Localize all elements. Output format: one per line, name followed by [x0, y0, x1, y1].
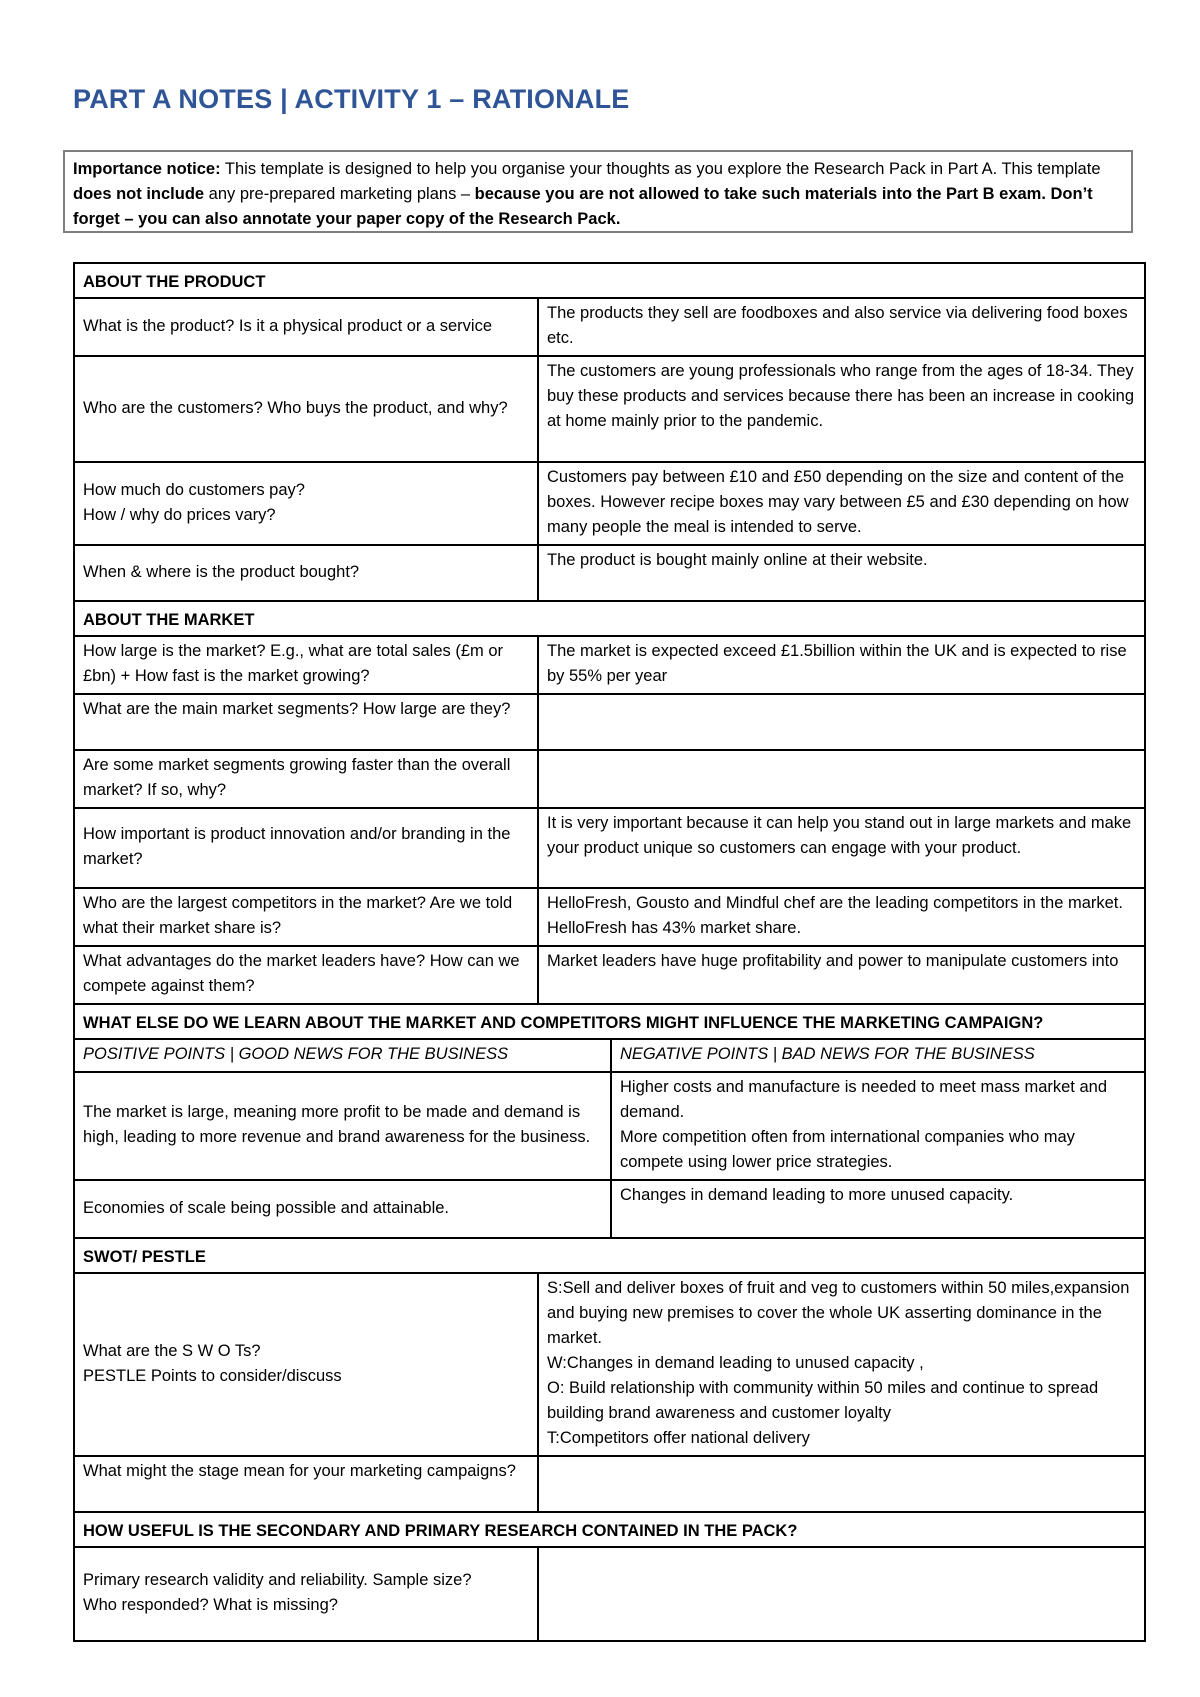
question-cell: Primary research validity and reliability. Sample size? Who responded? What is missing? — [74, 1547, 538, 1641]
table-row — [74, 1072, 1145, 1180]
notice-bold-2: because you are not allowed to take such materials into the Part B exam. Don’t forget – you can also annotate your paper copy of the Research Pack. — [73, 185, 1093, 228]
question-cell: What are the main market segments? How large are they? — [74, 694, 538, 750]
question-cell: What is the product? Is it a physical product or a service — [74, 298, 538, 356]
section-heading-market: ABOUT THE MARKET — [74, 601, 1145, 636]
negative-point-cell[interactable]: Higher costs and manufacture is needed to meet mass market and demand. More competition often from international companies who may compete using lower price strategies. — [611, 1072, 1145, 1180]
table-row — [74, 1273, 1145, 1456]
question-cell: How large is the market? E.g., what are total sales (£m or £bn) + How fast is the market growing? — [74, 636, 538, 694]
answer-cell[interactable] — [538, 750, 1145, 808]
table-row — [74, 636, 1145, 694]
negative-point-cell[interactable]: Changes in demand leading to more unused capacity. — [611, 1180, 1145, 1238]
question-cell: What advantages do the market leaders have? How can we compete against them? — [74, 946, 538, 1004]
section-heading-row — [74, 1512, 1145, 1547]
table-row — [74, 694, 1145, 750]
answer-cell[interactable]: Market leaders have huge profitability and power to manipulate customers into — [538, 946, 1145, 1004]
table-row — [74, 462, 1145, 545]
table-row — [74, 545, 1145, 601]
table-row — [74, 808, 1145, 888]
answer-cell[interactable] — [538, 1547, 1145, 1641]
question-cell: Who are the largest competitors in the market? Are we told what their market share is? — [74, 888, 538, 946]
question-cell: Who are the customers? Who buys the product, and why? — [74, 356, 538, 462]
question-cell: How important is product innovation and/or branding in the market? — [74, 808, 538, 888]
section-heading-swot: SWOT/ PESTLE — [74, 1238, 1145, 1273]
answer-cell[interactable]: The products they sell are foodboxes and also service via delivering food boxes etc. — [538, 298, 1145, 356]
negative-points-header: NEGATIVE POINTS | BAD NEWS FOR THE BUSINESS — [611, 1039, 1145, 1072]
importance-notice — [63, 150, 1133, 233]
question-cell: When & where is the product bought? — [74, 545, 538, 601]
rationale-table — [73, 262, 1146, 1642]
answer-cell[interactable]: HelloFresh, Gousto and Mindful chef are the leading competitors in the market. HelloFresh has 43% market share. — [538, 888, 1145, 946]
table-row — [74, 1180, 1145, 1238]
section-heading-influence: WHAT ELSE DO WE LEARN ABOUT THE MARKET AND COMPETITORS MIGHT INFLUENCE THE MARKETING CAMPAIGN? — [74, 1004, 1145, 1039]
notice-text-1: This template is designed to help you organise your thoughts as you explore the Research Pack in Part A. This template — [220, 160, 1101, 178]
positive-points-header: POSITIVE POINTS | GOOD NEWS FOR THE BUSINESS — [74, 1039, 611, 1072]
page-title: PART A NOTES | ACTIVITY 1 – RATIONALE — [73, 84, 630, 114]
answer-cell[interactable] — [538, 694, 1145, 750]
table-row — [74, 298, 1145, 356]
table-row — [74, 750, 1145, 808]
section-heading-row — [74, 263, 1145, 298]
section-heading-row — [74, 601, 1145, 636]
answer-cell[interactable]: The customers are young professionals who range from the ages of 18-34. They buy these products and services because there has been an increase in cooking at home mainly prior to the pandemic. — [538, 356, 1145, 462]
answer-cell[interactable]: It is very important because it can help you stand out in large markets and make your product unique so customers can engage with your product. — [538, 808, 1145, 888]
question-cell: Are some market segments growing faster than the overall market? If so, why? — [74, 750, 538, 808]
positive-point-cell[interactable]: Economies of scale being possible and attainable. — [74, 1180, 611, 1238]
table-row — [74, 1456, 1145, 1512]
notice-lead: Importance notice: — [73, 160, 221, 178]
answer-cell[interactable] — [538, 1456, 1145, 1512]
positive-point-cell[interactable]: The market is large, meaning more profit to be made and demand is high, leading to more revenue and brand awareness for the business. — [74, 1072, 611, 1180]
answer-cell[interactable]: Customers pay between £10 and £50 depending on the size and content of the boxes. However recipe boxes may vary between £5 and £30 depending on how many people the meal is intended to serve. — [538, 462, 1145, 545]
answer-cell[interactable]: The market is expected exceed £1.5billion within the UK and is expected to rise by 55% per year — [538, 636, 1145, 694]
table-row — [74, 946, 1145, 1004]
table-row — [74, 356, 1145, 462]
answer-cell[interactable]: S:Sell and deliver boxes of fruit and veg to customers within 50 miles,expansion and buying new premises to cover the whole UK asserting dominance in the market. W:Changes in demand leading to unused capacity , O: Build relationship with community within 50 miles and continue to spread building brand awareness and customer loyalty T:Competitors offer national delivery — [538, 1273, 1145, 1456]
answer-cell[interactable]: The product is bought mainly online at their website. — [538, 545, 1145, 601]
section-heading-research: HOW USEFUL IS THE SECONDARY AND PRIMARY RESEARCH CONTAINED IN THE PACK? — [74, 1512, 1145, 1547]
table-row — [74, 1039, 1145, 1072]
question-cell: How much do customers pay? How / why do prices vary? — [74, 462, 538, 545]
table-row — [74, 888, 1145, 946]
table-row — [74, 1547, 1145, 1641]
section-heading-product: ABOUT THE PRODUCT — [74, 263, 1145, 298]
notice-text-2: any pre-prepared marketing plans – — [204, 185, 475, 203]
question-cell: What are the S W O Ts? PESTLE Points to consider/discuss — [74, 1273, 538, 1456]
section-heading-row — [74, 1004, 1145, 1039]
question-cell: What might the stage mean for your marketing campaigns? — [74, 1456, 538, 1512]
rationale-form — [73, 262, 1144, 1628]
notice-bold-1: does not include — [73, 185, 205, 203]
section-heading-row — [74, 1238, 1145, 1273]
